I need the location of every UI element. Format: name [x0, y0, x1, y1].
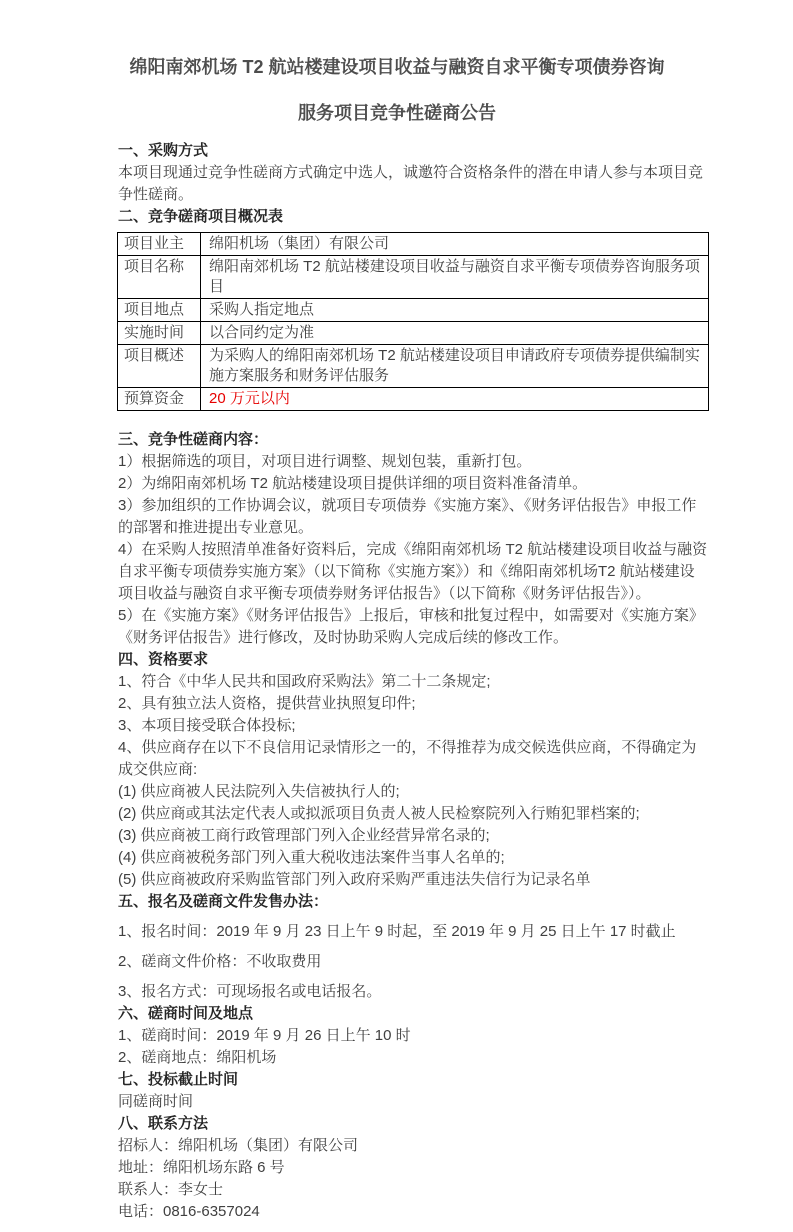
section-4-heading: 四、资格要求 [118, 651, 209, 668]
section-6-heading: 六、磋商时间及地点 [118, 1005, 254, 1022]
s3-item-4: 4）在采购人按照清单准备好资料后，完成《绵阳南郊机场 T2 航站楼建设项目收益与融资自求平衡专项债券实施方案》（以下简称《实施方案》）和《绵阳南郊机场T2 航站楼建设项目收益与融资自求平衡专项债券财务评估报告》（以下简称《财务评估报告》）。 [118, 541, 708, 602]
row-value: 绵阳南郊机场 T2 航站楼建设项目收益与融资自求平衡专项债券咨询服务项目 [201, 256, 709, 299]
s5-item-2: 2、磋商文件价格：不收取费用 [118, 953, 322, 970]
row-value: 采购人指定地点 [201, 299, 709, 322]
section-2-heading: 二、竞争磋商项目概况表 [118, 208, 284, 225]
section-7-heading: 七、投标截止时间 [118, 1071, 239, 1088]
budget-value: 20 万元以内 [201, 388, 709, 411]
row-value: 绵阳机场（集团）有限公司 [201, 233, 709, 256]
section-8-heading: 八、联系方法 [118, 1115, 209, 1132]
row-label: 预算资金 [118, 388, 201, 411]
row-value: 为采购人的绵阳南郊机场 T2 航站楼建设项目申请政府专项债券提供编制实施方案服务和财务评估服务 [201, 345, 709, 388]
table-row-overview [118, 345, 709, 388]
s4-credit-item-2: (2) 供应商或其法定代表人或拟派项目负责人被人民检察院列入行贿犯罪档案的; [118, 805, 640, 822]
s4-credit-item-4: (4) 供应商被税务部门列入重大税收违法案件当事人名单的; [118, 849, 505, 866]
s4-item-2: 2、具有独立法人资格，提供营业执照复印件; [118, 695, 416, 712]
s3-item-2: 2）为绵阳南郊机场 T2 航站楼建设项目提供详细的项目资料准备清单。 [118, 475, 588, 492]
contact-bidder-line: 招标人：绵阳机场（集团）有限公司 [118, 1137, 359, 1154]
s3-item-3: 3）参加组织的工作协调会议，就项目专项债券《实施方案》、《财务评估报告》申报工作的部署和推进提出专业意见。 [118, 497, 697, 536]
contact-address-line: 地址：绵阳机场东路 6 号 [118, 1159, 285, 1176]
section-1-heading: 一、采购方式 [118, 142, 209, 159]
section-7-body: 同磋商时间 [118, 1093, 194, 1110]
row-label: 项目名称 [118, 256, 201, 299]
s5-item-3: 3、报名方式：可现场报名或电话报名。 [118, 983, 382, 1000]
s4-item-4: 4、供应商存在以下不良信用记录情形之一的，不得推荐为成交候选供应商，不得确定为成交供应商: [118, 739, 697, 778]
row-label: 项目地点 [118, 299, 201, 322]
row-label: 项目业主 [118, 233, 201, 256]
row-label: 项目概述 [118, 345, 201, 388]
contact-phone-line: 电话：0816-6357024 [118, 1203, 260, 1220]
table-row-project-name [118, 256, 709, 299]
contact-person-line: 联系人：李女士 [118, 1181, 224, 1198]
table-row-schedule [118, 322, 709, 345]
document-title [118, 56, 709, 124]
row-label: 实施时间 [118, 322, 201, 345]
table-row-budget [118, 388, 709, 411]
s3-item-5: 5）在《实施方案》《财务评估报告》上报后，审核和批复过程中，如需要对《实施方案》《财务评估报告》进行修改，及时协助采购人完成后续的修改工作。 [118, 607, 704, 646]
s4-credit-item-1: (1) 供应商被人民法院列入失信被执行人的; [118, 783, 400, 800]
table-row-location [118, 299, 709, 322]
project-overview-table [117, 232, 709, 411]
s4-item-1: 1、符合《中华人民共和国政府采购法》第二十二条规定; [118, 673, 491, 690]
s5-item-1: 1、报名时间：2019 年 9 月 23 日上午 9 时起，至 2019 年 9 月 25 日上午 17 时截止 [118, 923, 676, 940]
s6-item-2: 2、磋商地点：绵阳机场 [118, 1049, 277, 1066]
s4-credit-item-5: (5) 供应商被政府采购监管部门列入政府采购严重违法失信行为记录名单 [118, 871, 591, 888]
s3-item-1: 1）根据筛选的项目，对项目进行调整、规划包装，重新打包。 [118, 453, 532, 470]
section-1-body: 本项目现通过竞争性磋商方式确定中选人，诚邀符合资格条件的潜在申请人参与本项目竞争性磋商。 [118, 164, 704, 203]
s6-item-1: 1、磋商时间：2019 年 9 月 26 日上午 10 时 [118, 1027, 411, 1044]
document-title-line-1: 绵阳南郊机场 T2 航站楼建设项目收益与融资自求平衡专项债券咨询 [129, 57, 665, 77]
row-value: 以合同约定为准 [201, 322, 709, 345]
section-5-heading: 五、报名及磋商文件发售办法： [118, 893, 329, 910]
table-row-owner [118, 233, 709, 256]
document-title-line-2: 服务项目竞争性磋商公告 [298, 103, 496, 123]
s4-credit-item-3: (3) 供应商被工商行政管理部门列入企业经营异常名录的; [118, 827, 490, 844]
section-3-heading: 三、竞争性磋商内容： [118, 431, 269, 448]
s4-item-3: 3、本项目接受联合体投标; [118, 717, 296, 734]
